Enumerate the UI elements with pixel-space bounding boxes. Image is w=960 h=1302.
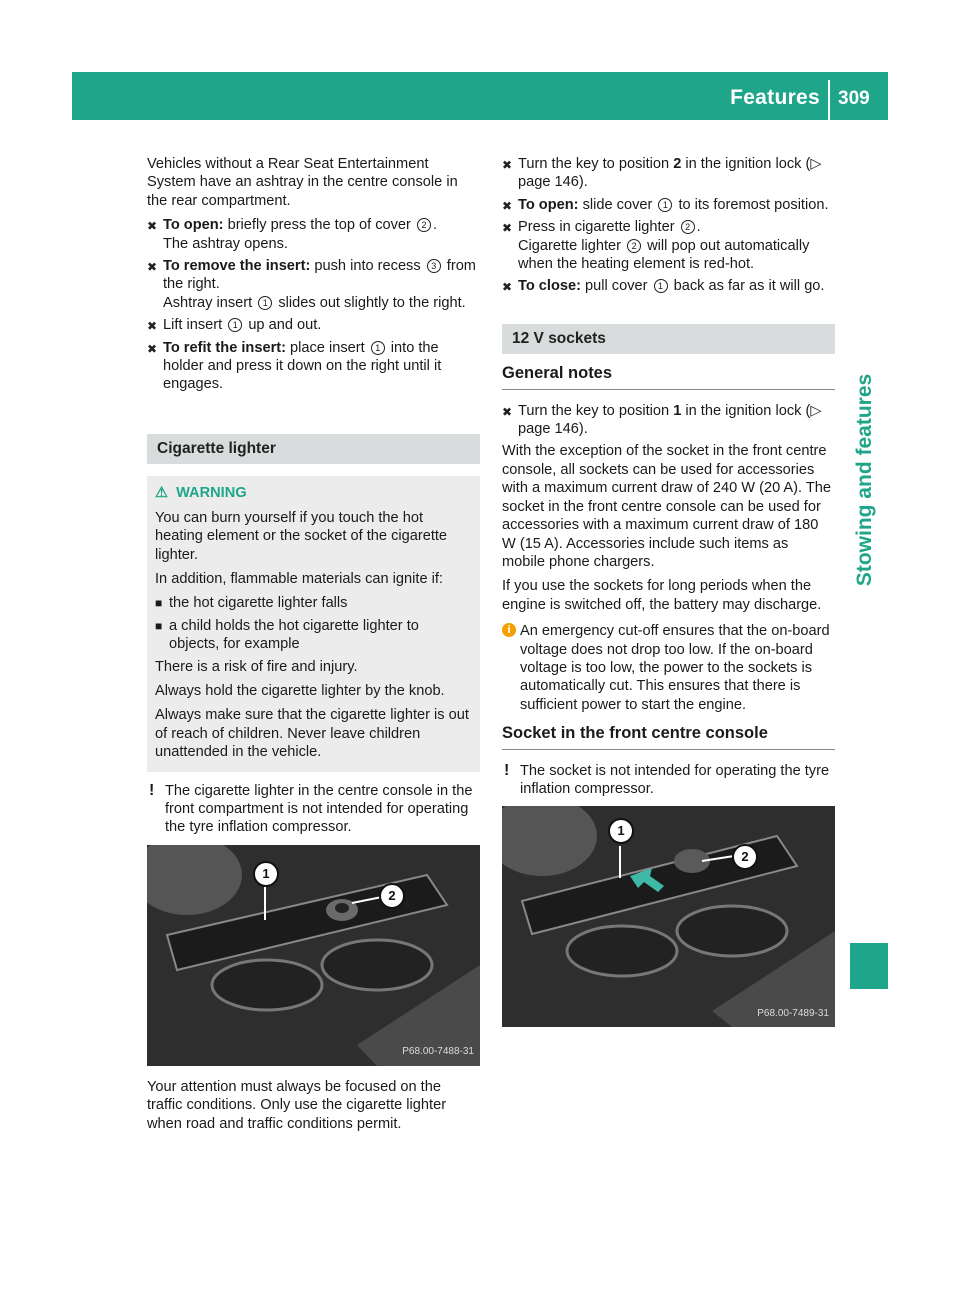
step-arrow-icon: ✖ [502, 404, 513, 419]
notice [147, 782, 480, 837]
step-open-cover [502, 196, 835, 214]
step-text: . [696, 219, 701, 236]
step-text: back as far as it will go. [669, 278, 825, 295]
step-result: will pop out automatically when the heating element is red-hot. [518, 237, 810, 273]
step-text: from the right. [163, 258, 476, 293]
body-text: If you use the sockets for long periods when the engine is switched off, the battery may discharge. [502, 578, 822, 613]
step-remove-insert [147, 257, 480, 312]
warning-text: There is a risk of fire and injury. [155, 658, 358, 675]
header-title: Features [730, 86, 820, 109]
step-text: up and out. [244, 317, 322, 334]
step-text: . [432, 217, 438, 234]
step-text: in the ignition lock (▷ page 146). [518, 156, 822, 191]
exclamation-icon: ! [149, 781, 155, 799]
warning-bullet [155, 617, 472, 654]
step-label: To remove the insert: [163, 258, 311, 275]
side-tab-label: Stowing and features [853, 373, 876, 587]
callout-2: 2 [732, 844, 758, 870]
notice-text: The cigarette lighter in the centre console in the front compartment is not intended for operating the tyre inflation compressor. [165, 782, 473, 836]
step-lift-insert [147, 316, 480, 334]
section-title-12v-sockets: 12 V sockets [502, 324, 835, 354]
step-text: place insert [285, 339, 369, 356]
info-text: An emergency cut-off ensures that the on-board voltage does not drop too low. If the on-board voltage is too low, the power to the sockets is automatically cut. This ensures that there is sufficient power to start the engine. [520, 623, 830, 713]
step-text: push into recess [310, 258, 425, 275]
page-number: 309 [838, 88, 870, 109]
callout-ref: 3 [427, 259, 441, 273]
callout-1: 1 [608, 818, 634, 844]
bullet-text: the hot cigarette lighter falls [169, 595, 348, 612]
body-text: With the exception of the socket in the front centre console, all sockets can be used for accessories with a maximum current draw of 240 W (20 A). The socket in the front centre console can be used for accessories with a maximum current draw of 180 W (15 A). Accessories include such items as mobile phone chargers. [502, 443, 832, 570]
step-text: Turn the key to position [518, 156, 674, 172]
step-text: briefly press the top of cover [223, 217, 415, 234]
callout-ref: 1 [228, 318, 242, 332]
step-label: To refit the insert: [163, 339, 286, 356]
photo-caption: P68.00-7489-31 [757, 1007, 829, 1019]
step-close-cover [502, 277, 835, 295]
step-text: Lift insert [163, 317, 227, 334]
step-text: slide cover [578, 196, 657, 213]
step-arrow-icon: ✖ [502, 280, 513, 295]
left-column [147, 155, 480, 1139]
console-illustration [147, 845, 480, 1066]
step-press-lighter [502, 218, 835, 273]
warning-text: In addition, flammable materials can ignite if: [155, 570, 443, 587]
step-text: Press in cigarette lighter [518, 219, 679, 236]
callout-ref: 2 [417, 218, 431, 232]
warning-title [155, 484, 472, 502]
photo-caption: P68.00-7488-31 [402, 1046, 474, 1058]
step-result: The ashtray opens. [163, 235, 288, 252]
step-label: To open: [163, 217, 224, 234]
step-open [147, 216, 480, 253]
callout-ref: 1 [658, 198, 672, 212]
step-turn-key-2 [502, 155, 835, 192]
photo-centre-console-socket [502, 806, 835, 1027]
subheading-front-socket: Socket in the front centre console [502, 724, 835, 749]
step-key-position: 2 [673, 156, 682, 172]
step-arrow-icon: ✖ [502, 158, 513, 172]
side-tab [850, 310, 880, 650]
section-title-cigarette-lighter: Cigarette lighter [147, 434, 480, 464]
info-icon: i [502, 623, 516, 637]
warning-triangle-icon: ⚠ [155, 485, 169, 502]
warning-title-text: WARNING [176, 485, 247, 502]
subheading-general-notes: General notes [502, 364, 835, 389]
notice [502, 762, 835, 799]
warning-text: Always hold the cigarette lighter by the knob. [155, 682, 445, 699]
step-arrow-icon: ✖ [502, 198, 513, 213]
closing-text: Your attention must always be focused on the traffic conditions. Only use the cigarette lighter when road and traffic conditions permit. [147, 1078, 447, 1132]
side-tab-marker [850, 943, 888, 989]
step-arrow-icon: ✖ [147, 260, 158, 275]
photo-centre-console-ashtray [147, 845, 480, 1066]
step-turn-key-1 [502, 402, 835, 439]
intro-text: Vehicles without a Rear Seat Entertainment System have an ashtray in the centre console in the rear compartment. [147, 156, 458, 209]
step-key-position: 1 [673, 402, 682, 419]
page-header [72, 72, 888, 120]
exclamation-icon: ! [504, 761, 510, 779]
callout-1: 1 [253, 861, 279, 887]
step-refit-insert [147, 339, 480, 394]
bullet-icon: ■ [155, 596, 163, 611]
step-arrow-icon: ✖ [147, 219, 158, 234]
warning-text: You can burn yourself if you touch the hot heating element or the socket of the cigarette lighter. [155, 509, 448, 563]
step-arrow-icon: ✖ [147, 341, 158, 356]
callout-ref: 1 [654, 279, 668, 293]
step-label: To open: [518, 196, 579, 213]
info-note [502, 622, 835, 714]
callout-ref: 2 [627, 239, 641, 253]
step-text: into the holder and press it down on the right until it engages. [163, 339, 442, 393]
bullet-icon: ■ [155, 618, 163, 633]
right-column [502, 155, 835, 1039]
step-text: to its foremost position. [674, 196, 829, 213]
callout-ref: 1 [371, 341, 385, 355]
step-text: pull cover [580, 278, 652, 295]
step-text: in the ignition lock (▷ page 146). [518, 402, 822, 438]
step-result: slides out slightly to the right. [274, 294, 466, 311]
step-result: Cigarette lighter [518, 237, 626, 254]
console-illustration [502, 806, 835, 1027]
callout-2: 2 [379, 883, 405, 909]
warning-bullet [155, 594, 472, 612]
callout-ref: 1 [258, 296, 272, 310]
warning-text: Always make sure that the cigarette lighter is out of reach of children. Never leave children unattended in the vehicle. [155, 707, 469, 761]
warning-box [147, 476, 480, 771]
step-label: To close: [518, 278, 581, 295]
step-arrow-icon: ✖ [147, 319, 158, 334]
header-separator [828, 80, 830, 120]
notice-text: The socket is not intended for operating the tyre inflation compressor. [520, 762, 830, 797]
callout-ref: 2 [681, 220, 695, 234]
step-arrow-icon: ✖ [502, 221, 513, 236]
step-result: Ashtray insert [163, 294, 257, 311]
step-text: Turn the key to position [518, 402, 674, 419]
bullet-text: a child holds the hot cigarette lighter to objects, for example [169, 617, 419, 653]
